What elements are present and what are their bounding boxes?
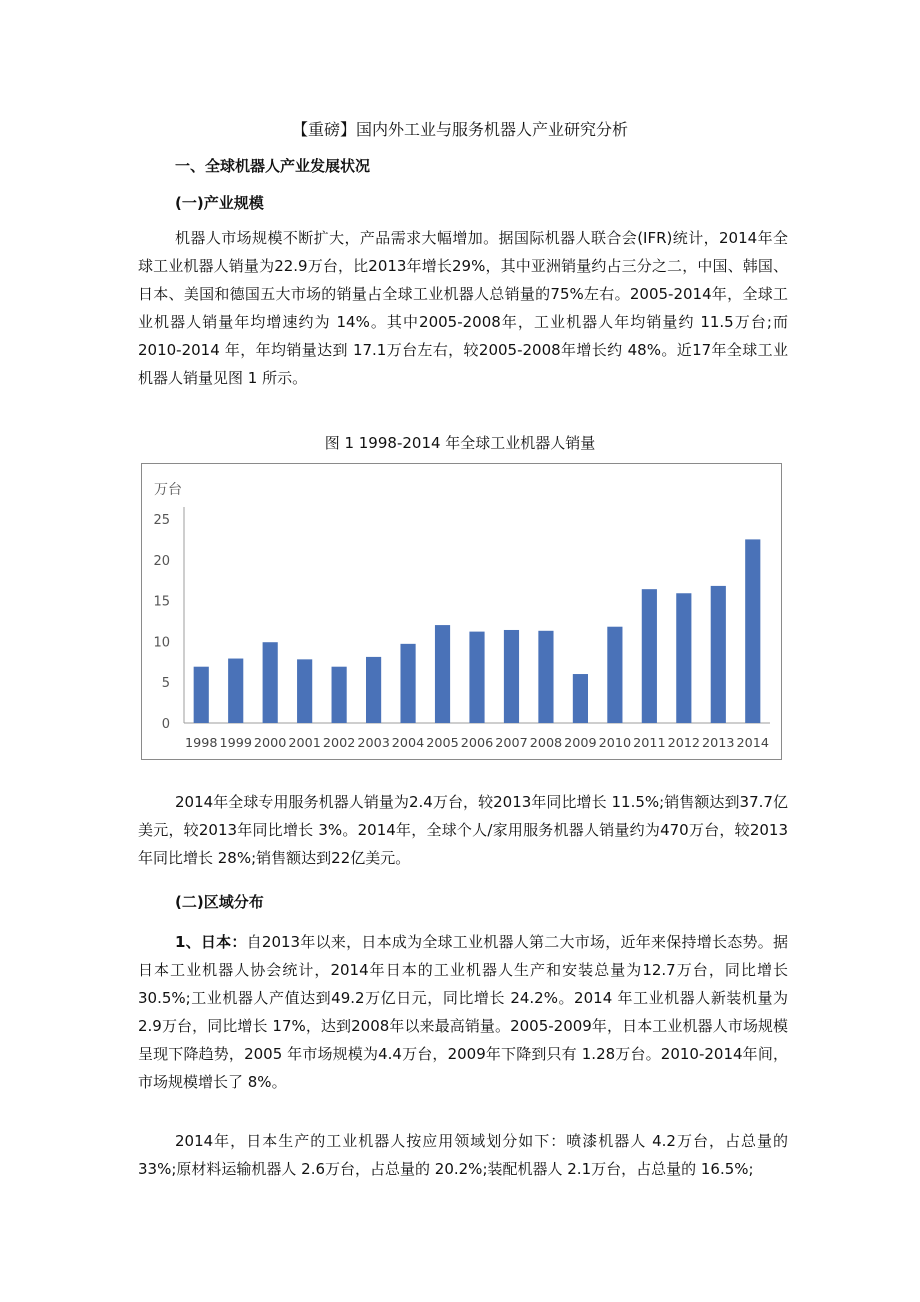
bar-2009 bbox=[573, 674, 588, 723]
x-tick-label: 2006 bbox=[460, 735, 494, 750]
paragraph-service-robots: 2014年全球专用服务机器人销量为2.4万台，较2013年同比增长 11.5%;销售额达到37.7亿美元，较2013年同比增长 3%。2014年，全球个人/家用服务机器人销量约为470万台，较2013年同比增长 28%;销售额达到22亿美元。 bbox=[138, 793, 788, 867]
x-tick-label: 2010 bbox=[598, 735, 632, 750]
japan-lead: 1、日本： bbox=[175, 933, 247, 951]
x-tick-label: 1998 bbox=[185, 735, 218, 750]
x-tick-label: 2008 bbox=[529, 735, 563, 750]
y-axis-unit-label: 万台 bbox=[154, 482, 182, 498]
chart-canvas bbox=[142, 464, 781, 759]
bar-2003 bbox=[366, 657, 381, 723]
bar-1998 bbox=[194, 667, 209, 723]
japan-text: 自2013年以来，日本成为全球工业机器人第二大市场，近年来保持增长态势。据日本工业机器人协会统计，2014年日本的工业机器人生产和安装总量为12.7万台，同比增长 30.5%;工业机器人产值达到49.2万亿日元，同比增长 24.2%。2014 年工业机器人新装机量为2.9万台，同比增长 17%，达到2008年以来最高销量。2005-2009年，日本工业机器人市场规模呈现下降趋势，2005 年市场规模为4.4万台，2009年下降到只有 1.28万台。2010-2014年间，市场规模增长了 8%。 bbox=[138, 933, 788, 1091]
x-tick-label: 2014 bbox=[736, 735, 770, 750]
bar-2008 bbox=[538, 631, 553, 723]
robot-sales-chart bbox=[141, 463, 782, 760]
subsection-heading-scale: (一)产业规模 bbox=[175, 194, 264, 212]
bar-2011 bbox=[642, 589, 657, 723]
bar-2014 bbox=[745, 539, 760, 723]
x-tick-label: 2003 bbox=[357, 735, 390, 750]
bar-2006 bbox=[469, 632, 484, 723]
y-tick-label: 25 bbox=[153, 513, 170, 528]
y-tick-label: 0 bbox=[161, 717, 170, 732]
x-tick-label: 2000 bbox=[253, 735, 287, 750]
paragraph-japan bbox=[138, 928, 788, 1096]
section-heading: 一、全球机器人产业发展状况 bbox=[175, 157, 371, 175]
x-tick-label: 2013 bbox=[702, 735, 735, 750]
x-tick-label: 2001 bbox=[288, 735, 321, 750]
document-title: 【重磅】国内外工业与服务机器人产业研究分析 bbox=[291, 120, 628, 139]
y-tick-label: 10 bbox=[153, 635, 170, 651]
paragraph-market-scale: 机器人市场规模不断扩大，产品需求大幅增加。据国际机器人联合会(IFR)统计，2014年全球工业机器人销量为22.9万台，比2013年增长29%，其中亚洲销量约占三分之二，中国、韩国、日本、美国和德国五大市场的销量占全球工业机器人总销量的75%左右。2005-2014年，全球工业机器人销量年均增速约为 14%。其中2005-2008年，工业机器人年均销量约 11.5万台;而2010-2014 年，年均销量达到 17.1万台左右，较2005-2008年增长约 48%。近17年全球工业机器人销量见图 1 所示。 bbox=[138, 229, 788, 387]
bar-2012 bbox=[676, 593, 691, 723]
x-tick-label: 2005 bbox=[426, 735, 459, 750]
subsection-heading-region: (二)区域分布 bbox=[175, 893, 264, 911]
bar-2005 bbox=[435, 625, 450, 723]
bar-2002 bbox=[332, 667, 347, 723]
bar-2010 bbox=[607, 627, 622, 723]
x-tick-label: 2004 bbox=[391, 735, 425, 750]
bar-2007 bbox=[504, 630, 519, 723]
bar-2004 bbox=[400, 644, 415, 723]
x-tick-label: 2007 bbox=[495, 735, 528, 750]
y-tick-label: 5 bbox=[161, 676, 170, 692]
bar-2000 bbox=[263, 642, 278, 723]
bar-2013 bbox=[711, 586, 726, 723]
bar-2001 bbox=[297, 659, 312, 723]
paragraph-japan-applications: 2014年，日本生产的工业机器人按应用领域划分如下：喷漆机器人 4.2万台，占总量的33%;原材料运输机器人 2.6万台，占总量的 20.2%;装配机器人 2.1万台，占总量的 16.5%; bbox=[138, 1132, 788, 1178]
x-tick-label: 1999 bbox=[219, 735, 252, 750]
x-tick-label: 2012 bbox=[667, 735, 701, 750]
bar-1999 bbox=[228, 659, 243, 723]
x-tick-label: 2011 bbox=[633, 735, 666, 750]
y-tick-label: 20 bbox=[153, 553, 170, 569]
y-tick-label: 15 bbox=[153, 594, 170, 610]
figure-caption: 图 1 1998-2014 年全球工业机器人销量 bbox=[324, 434, 596, 452]
x-tick-label: 2002 bbox=[322, 735, 356, 750]
x-tick-label: 2009 bbox=[564, 735, 597, 750]
